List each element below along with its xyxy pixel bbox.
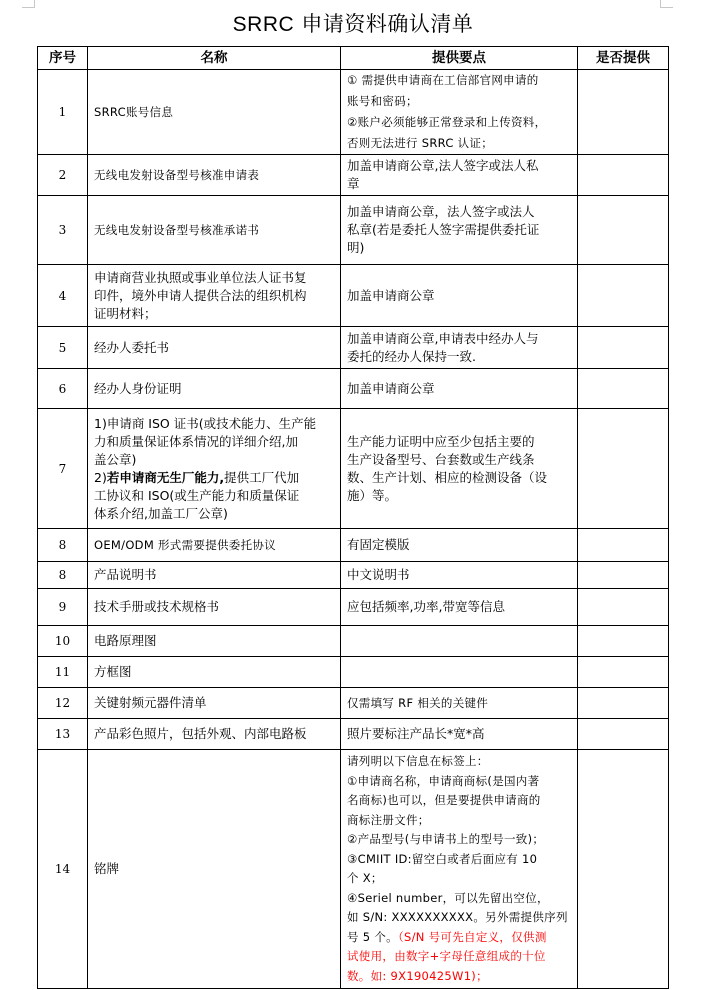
row-provided-cell[interactable] [578,155,669,196]
row-points [341,657,578,688]
row-points: 照片要标注产品长*宽*高 [341,719,578,750]
page-corner-mark-top-left [22,0,35,8]
row-points: 请列明以下信息在标签上： ①申请商名称，申请商商标(是国内著 名商标)也可以，但是要提供申请商的 商标注册文件； ②产品型号(与申请书上的型号一致)； ③CMIIT ID:留空白或者后面应有 10 个 X； ④Seriel number，可以先留出空位， 如 S/N: XXXXXXXXXX。另外需提供序列 号 5 个。（S/N 号可先自定义，仅供测 试使用，由数字+字母任意组成的十位 数。如: 9X190425W1)； [341,750,578,989]
serial-note-red: 数。如: 9X190425W1)； [347,968,488,983]
row-name: 无线电发射设备型号核准申请表 [88,155,341,196]
table-header-row [38,47,669,70]
table-row [38,327,669,369]
row-provided-cell[interactable] [578,327,669,369]
row-index: 2 [38,155,88,196]
row-name: SRRC账号信息 [88,70,341,155]
row-index: 5 [38,327,88,369]
serial-note-red: （S/N 号可先自定义，仅供测 [397,929,547,944]
row-provided-cell[interactable] [578,562,669,589]
row-provided-cell[interactable] [578,688,669,719]
table-row [38,688,669,719]
table-row [38,589,669,626]
row-provided-cell[interactable] [578,369,669,409]
row-points: 有固定模版 [341,529,578,562]
serial-note-red: 试使用，由数字+字母任意组成的十位 [347,949,546,963]
row-index: 11 [38,657,88,688]
table-row [38,562,669,589]
row-points: 加盖申请商公章,法人签字或法人私 章 [341,155,578,196]
table-row [38,70,669,155]
row-points: 加盖申请商公章 [341,369,578,409]
row-index: 10 [38,626,88,657]
row-index: 3 [38,196,88,265]
row-provided-cell[interactable] [578,657,669,688]
row-provided-cell[interactable] [578,589,669,626]
row-provided-cell[interactable] [578,750,669,989]
row-name: 技术手册或技术规格书 [88,589,341,626]
row-name: 铭牌 [88,750,341,989]
no-factory-emphasis: 若申请商无生厂能力, [106,469,225,485]
table-row [38,626,669,657]
row-index: 12 [38,688,88,719]
table-row [38,750,669,989]
row-name: 1)申请商 ISO 证书(或技术能力、生产能 力和质量保证体系情况的详细介绍,加 盖公章) 2)若申请商无生厂能力,提供工厂代加 工协议和 ISO(或生产能力和质量保证 体系介绍,加盖工厂公章) [88,409,341,529]
title-latin: SRRC [232,13,295,36]
table-row [38,657,669,688]
row-points [341,626,578,657]
row-name: 产品说明书 [88,562,341,589]
row-provided-cell[interactable] [578,719,669,750]
table-row [38,409,669,529]
page-corner-mark-top-right [660,0,673,8]
row-index: 14 [38,750,88,989]
row-provided-cell[interactable] [578,70,669,155]
row-name: 申请商营业执照或事业单位法人证书复 印件，境外申请人提供合法的组织机构 证明材料； [88,265,341,327]
row-points: 仅需填写 RF 相关的关键件 [341,688,578,719]
row-index: 1 [38,70,88,155]
row-provided-cell[interactable] [578,196,669,265]
table-row [38,155,669,196]
table-row [38,369,669,409]
row-points: 生产能力证明中应至少包括主要的 生产设备型号、台套数或生产线条 数、生产计划、相应的检测设备（设 施）等。 [341,409,578,529]
checklist-table [37,46,669,989]
row-index: 13 [38,719,88,750]
row-index: 4 [38,265,88,327]
table-row [38,196,669,265]
header-index: 序号 [38,47,88,70]
row-points: 中文说明书 [341,562,578,589]
row-name: 电路原理图 [88,626,341,657]
title-chinese: 申请资料确认清单 [301,12,474,36]
row-provided-cell[interactable] [578,409,669,529]
row-name: 经办人委托书 [88,327,341,369]
row-provided-cell[interactable] [578,626,669,657]
row-points: 应包括频率,功率,带宽等信息 [341,589,578,626]
row-index: 7 [38,409,88,529]
row-index: 8 [38,562,88,589]
row-name: 关键射频元器件清单 [88,688,341,719]
row-name: 产品彩色照片，包括外观、内部电路板 [88,719,341,750]
row-provided-cell[interactable] [578,265,669,327]
row-name: 方框图 [88,657,341,688]
row-points: 加盖申请商公章,申请表中经办人与 委托的经办人保持一致. [341,327,578,369]
row-points: 加盖申请商公章，法人签字或法人 私章(若是委托人签字需提供委托证 明) [341,196,578,265]
table-row [38,719,669,750]
row-index: 8 [38,529,88,562]
row-provided-cell[interactable] [578,529,669,562]
row-name: 经办人身份证明 [88,369,341,409]
table-row [38,265,669,327]
header-name: 名称 [88,47,341,70]
header-provided: 是否提供 [578,47,669,70]
row-points: ① 需提供申请商在工信部官网申请的 账号和密码； ②账户必须能够正常登录和上传资料， 否则无法进行 SRRC 认证； [341,70,578,155]
row-name: OEM/ODM 形式需要提供委托协议 [88,529,341,562]
row-index: 6 [38,369,88,409]
row-points: 加盖申请商公章 [341,265,578,327]
row-index: 9 [38,589,88,626]
table-row [38,529,669,562]
row-name: 无线电发射设备型号核准承诺书 [88,196,341,265]
header-key-points: 提供要点 [341,47,578,70]
document-title [0,8,706,41]
